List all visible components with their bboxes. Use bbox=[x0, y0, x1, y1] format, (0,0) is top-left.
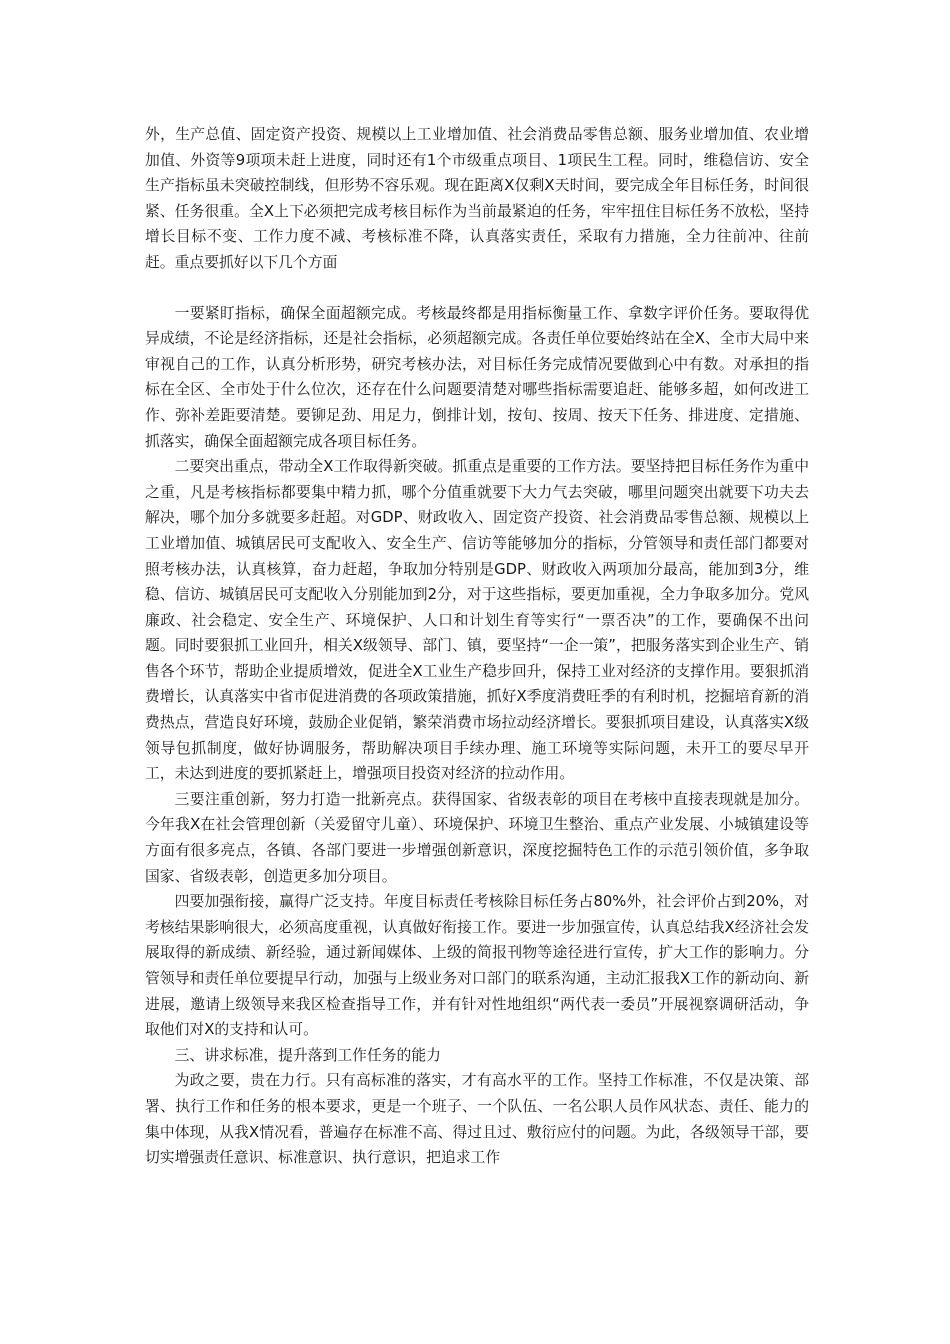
paragraph-point-one-indicators: 一要紧盯指标，确保全面超额完成。考核最终都是用指标衡量工作、拿数字评价任务。要取得优异成绩，不论是经济指标，还是社会指标，必须超额完成。各责任单位要始终站在全X、全市大局中来审视自己的工作，认真分析形势，研究考核办法，对目标任务完成情况要做到心中有数。对承担的指标在全区、全市处于什么位次，还存在什么问题要清楚对哪些指标需要追赶、能够多超，如何改进工作、弥补差距要清楚。要铆足劲、用足力，倒排计划，按旬、按周、按天下任务、排进度、定措施、抓落实，确保全面超额完成各项目标任务。 bbox=[145, 304, 809, 450]
paragraph-point-four-coordination: 四要加强衔接，赢得广泛支持。年度目标责任考核除目标任务占80%外，社会评价占到20%，对考核结果影响很大，必须高度重视，认真做好衔接工作。要进一步加强宣传，认真总结我X经济社会发展取得的新成绩、新经验，通过新闻媒体、上级的简报刊物等途径进行宣传，扩大工作的影响力。分管领导和责任单位要提早行动，加强与上级业务对口部门的联系沟通，主动汇报我X工作的新动向、新进展，邀请上级领导来我区检查指导工作，并有针对性地组织“两代表一委员”开展视察调研活动，争取他们对X的支持和认可。 bbox=[145, 893, 809, 1039]
paragraph-point-three-innovation: 三要注重创新，努力打造一批新亮点。获得国家、省级表彰的项目在考核中直接表现就是加分。今年我X在社会管理创新（关爱留守儿童）、环境保护、环境卫生整治、重点产业发展、小城镇建设等方面有很多亮点，各镇、各部门要进一步增强创新意识，深度挖掘特色工作的示范引领价值，多争取国家、省级表彰，创造更多加分项目。 bbox=[145, 790, 809, 885]
section-heading-standards: 三、讲求标准，提升落到工作任务的能力 bbox=[174, 1046, 441, 1064]
paragraph-point-two-priorities: 二要突出重点，带动全X工作取得新突破。抓重点是重要的工作方法。要坚持把目标任务作为重中之重，凡是考核指标都要集中精力抓，哪个分值重就要下大力气去突破，哪里问题突出就要下功夫去解决，哪个加分多就要多赶超。对GDP、财政收入、固定资产投资、社会消费品零售总额、规模以上工业增加值、城镇居民可支配收入、安全生产、信访等能够加分的指标，分管领导和责任部门都要对照考核办法，认真核算，奋力赶超，争取加分特别是GDP、财政收入两项加分最高，能加到3分，维稳、信访、城镇居民可支配收入分别能加到2分，对于这些指标，要更加重视，全力争取多加分。党风廉政、社会稳定、安全生产、环境保护、人口和计划生育等实行“一票否决”的工作，要确保不出问题。同时要狠抓工业回升，相关X级领导、部门、镇，要坚持“一企一策”，把服务落实到企业生产、销售各个环节，帮助企业提质增效，促进全X工业生产稳步回升，保持工业对经济的支撑作用。要狠抓消费增长，认真落实中省市促进消费的各项政策措施，抓好X季度消费旺季的有利时机，挖掘培育新的消费热点，营造良好环境，鼓励企业促销，繁荣消费市场拉动经济增长。要狠抓项目建设，认真落实X级领导包抓制度，做好协调服务，帮助解决项目手续办理、施工环境等实际问题，未开工的要尽早开工，未达到进度的要抓紧赶上，增强项目投资对经济的拉动作用。 bbox=[145, 458, 809, 783]
paragraph-standards-body: 为政之要，贵在力行。只有高标准的落实，才有高水平的工作。坚持工作标准，不仅是决策、部署、执行工作和任务的根本要求，更是一个班子、一个队伍、一名公职人员作风状态、责任、能力的集中体现，从我X情况看，普遍存在标准不高、得过且过、敷衍应付的问题。为此，各级领导干部，要切实增强责任意识、标准意识、执行意识，把追求工作 bbox=[145, 1072, 809, 1167]
paragraph-targets-overview: 外，生产总值、固定资产投资、规模以上工业增加值、社会消费品零售总额、服务业增加值、农业增加值、外资等9项项未赶上进度，同时还有1个市级重点项目、1项民生工程。同时，维稳信访、安全生产指标虽未突破控制线，但形势不容乐观。现在距离X仅剩X天时间，要完成全年目标任务，时间很紧、任务很重。全X上下必须把完成考核目标作为当前最紧迫的任务，牢牢扭住目标任务不放松，坚持增长目标不变、工作力度不减、考核标准不降，认真落实责任，采取有力措施，全力往前冲、往前赶。重点要抓好以下几个方面 bbox=[145, 126, 809, 271]
document-page bbox=[145, 122, 809, 1171]
